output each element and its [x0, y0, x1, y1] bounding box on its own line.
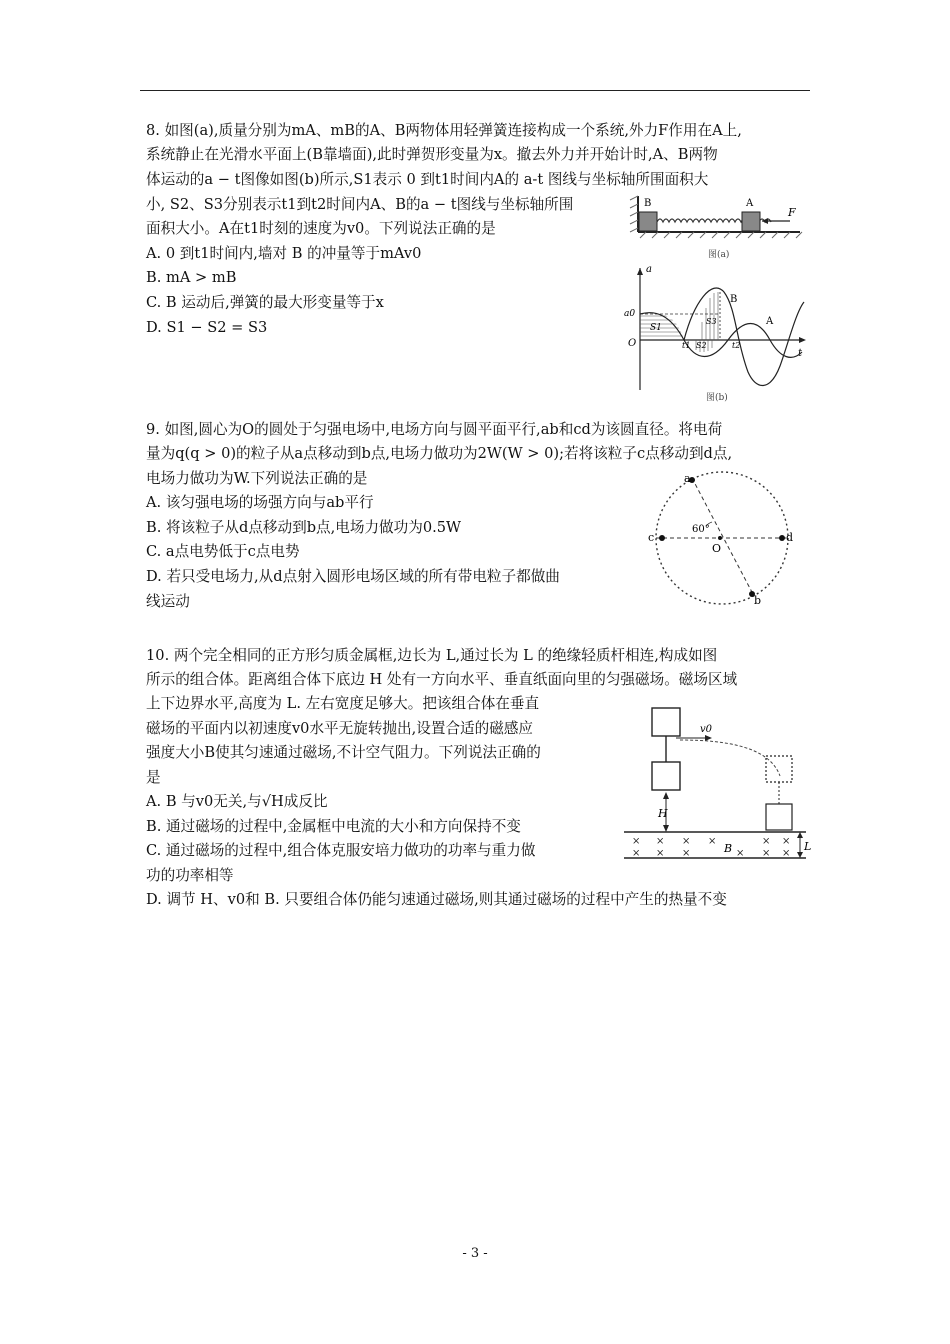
- q8-option-c: C. B 运动后,弹簧的最大形变量等于x: [146, 294, 384, 311]
- q9-option-d: D. 若只受电场力,从d点射入圆形电场区域的所有带电粒子都做曲: [146, 568, 560, 585]
- q10-option-d: D. 调节 H、v0和 B. 只要组合体仍能匀速通过磁场,则其通过磁场的过程中产生的热量不变: [146, 891, 727, 908]
- page-number: - 3 -: [462, 1246, 488, 1261]
- point-a: a: [684, 472, 691, 485]
- fig-b-origin: O: [628, 338, 637, 349]
- point-c: c: [648, 531, 655, 544]
- field-cross: ×: [782, 848, 791, 859]
- field-cross: ×: [682, 836, 691, 847]
- q9-option-b: B. 将该粒子从d点移动到b点,电场力做功为0.5W: [146, 519, 462, 536]
- q10-option-c: C. 通过磁场的过程中,组合体克服安培力做功的功率与重力做: [146, 842, 536, 859]
- q9-option-c: C. a点电势低于c点电势: [146, 543, 300, 560]
- q8-line-3: 体运动的a − t图像如图(b)所示,S1表示 0 到t1时间内A的 a-t 图线与坐标轴所围面积大: [146, 171, 709, 188]
- point-o: O: [712, 542, 722, 555]
- q10-option-b: B. 通过磁场的过程中,金属框中电流的大小和方向保持不变: [146, 818, 521, 835]
- q8-option-b: B. mA > mB: [146, 269, 237, 286]
- fig-b-a0: a0: [624, 309, 636, 319]
- q10-line-4: 磁场的平面内以初速度v0水平无旋转抛出,设置合适的磁感应: [146, 720, 534, 737]
- fig-a-caption: 图(a): [708, 250, 730, 260]
- fig-b-caption: 图(b): [706, 393, 728, 403]
- h-label: H: [658, 807, 668, 820]
- field-cross: ×: [632, 848, 641, 859]
- field-cross: ×: [736, 848, 745, 859]
- field-cross: ×: [656, 848, 665, 859]
- q9-line-1: 9. 如图,圆心为O的圆处于匀强电场中,电场方向与圆平面平行,ab和cd为该圆直径。将电荷: [146, 421, 723, 438]
- force-label: F: [788, 206, 796, 219]
- q8-line-5: 面积大小。A在t1时刻的速度为v0。下列说法正确的是: [146, 220, 496, 237]
- point-d: d: [786, 531, 794, 544]
- q8-figure-a: [628, 192, 808, 264]
- field-cross: ×: [762, 836, 771, 847]
- q8-line-1: 8. 如图(a),质量分别为mA、mB的A、B两物体用轻弹簧连接构成一个系统,外力F作用在A上,: [146, 122, 742, 139]
- field-cross: ×: [708, 836, 717, 847]
- q10-line-3: 上下边界水平,高度为 L. 左右宽度足够大。把该组合体在垂直: [146, 695, 540, 712]
- fig-a-label-b: B: [644, 198, 652, 209]
- q8-line-2: 系统静止在光滑水平面上(B靠墙面),此时弹贺形变量为x。撤去外力并开始计时,A、B两物: [146, 146, 718, 163]
- q10-line-1: 10. 两个完全相同的正方形匀质金属框,边长为 L,通过长为 L 的绝缘轻质杆相连,构成如图: [146, 647, 718, 664]
- q8-line-4: 小, S2、S3分别表示t1到t2时间内A、B的a − t图线与坐标轴所围: [146, 196, 574, 213]
- fig-b-s3: S3: [706, 317, 717, 326]
- q9-line-3: 电场力做功为W.下列说法正确的是: [146, 470, 368, 487]
- header-rule: [140, 90, 810, 91]
- field-cross: ×: [782, 836, 791, 847]
- field-cross: ×: [632, 836, 641, 847]
- q10-line-6: 是: [146, 769, 161, 786]
- q9-option-d-cont: 线运动: [146, 593, 190, 610]
- fig-b-label-b: B: [730, 294, 738, 305]
- fig-a-label-a: A: [746, 198, 754, 209]
- block-b: [639, 212, 657, 231]
- q9-line-2: 量为q(q > 0)的粒子从a点移动到b点,电场力做功为2W(W > 0);若将该粒子c点移动到d点,: [146, 445, 733, 462]
- point-b: b: [754, 594, 762, 607]
- fig-b-s2: S2: [696, 341, 707, 350]
- fig-b-axis-a: a: [646, 264, 652, 275]
- q8-option-d: D. S1 − S2 = S3: [146, 319, 268, 336]
- fig-b-axis-t: t: [798, 348, 803, 359]
- block-a: [742, 212, 760, 231]
- q10-option-c-cont: 功的功率相等: [146, 867, 234, 884]
- fig-b-t2: t2: [732, 341, 741, 350]
- field-cross: ×: [656, 836, 665, 847]
- v0-label: v0: [700, 724, 713, 735]
- fig-b-s1: S1: [650, 323, 662, 333]
- l-label: L: [804, 840, 812, 853]
- q10-line-2: 所示的组合体。距离组合体下底边 H 处有一方向水平、垂直纸面向里的匀强磁场。磁场区域: [146, 671, 738, 688]
- q9-option-a: A. 该匀强电场的场强方向与ab平行: [146, 494, 374, 511]
- q10-line-5: 强度大小B使其匀速通过磁场,不计空气阻力。下列说法正确的: [146, 744, 541, 761]
- field-cross: ×: [762, 848, 771, 859]
- field-cross: ×: [682, 848, 691, 859]
- fig-b-t1: t1: [682, 341, 691, 350]
- angle-label: 60°: [692, 524, 710, 535]
- q10-figure: [620, 700, 810, 870]
- q9-figure: [640, 470, 810, 610]
- q8-option-a: A. 0 到t1时间内,墙对 B 的冲量等于mAv0: [146, 245, 422, 262]
- fig-b-label-a: A: [766, 316, 774, 327]
- curve-a: [640, 313, 802, 358]
- q10-option-a: A. B 与v0无关,与√H成反比: [146, 793, 328, 810]
- b-label: B: [724, 842, 733, 855]
- q8-figure-b: [620, 262, 810, 404]
